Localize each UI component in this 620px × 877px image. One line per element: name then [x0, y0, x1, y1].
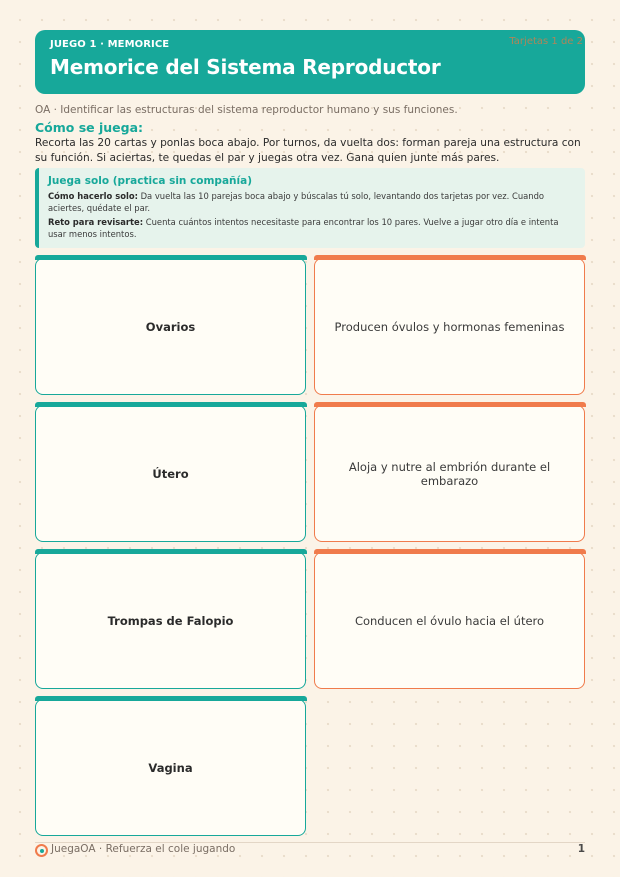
solo-how-line: [48, 190, 575, 214]
card-definition-utero: [314, 405, 585, 542]
sheet-tag: Tarjetas 1 de 2: [509, 36, 583, 47]
how-to-play-text: Recorta las 20 cartas y ponlas boca abajo. Por turnos, da vuelta dos: forman pareja una estructura con su función. Si aciertas, te quedas el par y juegas otra vez. Gana quien junte más pares.: [35, 137, 581, 164]
solo-how-text: Da vuelta las 10 parejas boca abajo y búscalas tú solo, levantando dos tarjetas por vez. Cuando aciertes, quédate el par.: [48, 191, 545, 213]
how-to-play-heading: Cómo se juega:: [35, 120, 144, 135]
page-header: [35, 30, 585, 94]
card-term-label: Trompas de Falopio: [107, 613, 234, 628]
card-definition-label: Conducen el óvulo hacia el útero: [354, 613, 545, 628]
footer-brand: JuegaOA · Refuerza el cole jugando: [51, 843, 236, 855]
card-definition-label: Producen óvulos y hormonas femeninas: [334, 319, 565, 334]
card-term-label: Útero: [152, 466, 189, 481]
card-definition-ovarios: [314, 258, 585, 395]
card-term-ovarios: [35, 258, 306, 395]
solo-how-label: Cómo hacerlo solo:: [48, 191, 138, 201]
solo-mode-box: [35, 168, 585, 248]
card-definition-label: Aloja y nutre al embrión durante el embarazo: [348, 459, 551, 488]
page-title: Memorice del Sistema Reproductor: [50, 55, 441, 79]
card-term-label: Vagina: [148, 760, 193, 775]
game-kicker: JUEGO 1 · MEMORICE: [50, 39, 170, 50]
page-footer: [35, 843, 585, 857]
card-term-vagina: [35, 699, 306, 836]
card-definition-trompas: [314, 552, 585, 689]
card-term-label: Ovarios: [145, 319, 196, 334]
card-term-trompas: [35, 552, 306, 689]
solo-challenge-label: Reto para revisarte:: [48, 217, 144, 227]
solo-challenge-line: [48, 216, 575, 240]
page-number: 1: [577, 843, 585, 855]
learning-objective: OA · Identificar las estructuras del sistema reproductor humano y sus funciones.: [35, 104, 458, 116]
card-term-utero: [35, 405, 306, 542]
solo-mode-title: Juega solo (practica sin compañía): [48, 175, 252, 187]
solo-challenge-text: Cuenta cuántos intentos necesitaste para encontrar los 10 pares. Vuelve a jugar otro día e intenta usar menos intentos.: [48, 217, 559, 239]
brand-logo-icon: [35, 844, 48, 857]
